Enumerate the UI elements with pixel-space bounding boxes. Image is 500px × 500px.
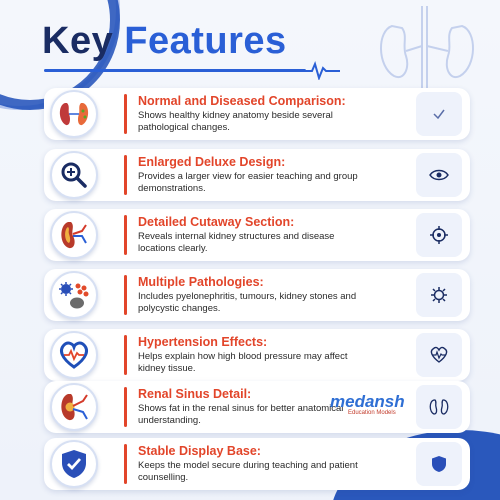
feature-description: Shows healthy kidney anatomy beside several pathological changes. <box>138 110 333 133</box>
pathology-cells-icon <box>50 271 98 319</box>
kidney-background-icon <box>372 6 482 101</box>
check-icon <box>416 92 462 136</box>
kidney-comparison-icon <box>50 90 98 138</box>
card-divider <box>124 215 127 255</box>
feature-title: Enlarged Deluxe Design: <box>138 155 286 169</box>
feature-description: Helps explain how high blood pressure may affect kidney tissue. <box>138 351 348 374</box>
feature-title: Hypertension Effects: <box>138 335 268 349</box>
shield-icon <box>416 442 462 486</box>
kidneys-icon <box>416 385 462 429</box>
card-divider <box>124 94 127 134</box>
feature-card <box>44 88 470 140</box>
page-title: Key Features <box>42 20 287 62</box>
heart-pulse-icon <box>50 331 98 379</box>
feature-card <box>44 209 470 261</box>
virus-icon <box>416 273 462 317</box>
brand-tagline: Education Models <box>348 410 396 416</box>
eye-icon <box>416 153 462 197</box>
card-divider <box>124 335 127 375</box>
feature-title: Detailed Cutaway Section: <box>138 215 295 229</box>
title-underline <box>44 69 306 72</box>
kidney-cutaway-icon <box>50 211 98 259</box>
renal-sinus-icon <box>50 383 98 431</box>
feature-description: Includes pyelonephritis, tumours, kidney stones and polycystic changes. <box>138 291 357 314</box>
feature-card <box>44 381 470 433</box>
brand-logo: medansh <box>330 392 405 411</box>
feature-card <box>44 269 470 321</box>
heart-pulse-icon <box>416 333 462 377</box>
shield-check-icon <box>50 440 98 488</box>
card-divider <box>124 444 127 484</box>
card-divider <box>124 275 127 315</box>
feature-title: Stable Display Base: <box>138 444 261 458</box>
feature-description: Provides a larger view for easier teaching and group demonstrations. <box>138 171 358 194</box>
feature-card <box>44 149 470 201</box>
feature-title: Renal Sinus Detail: <box>138 387 252 401</box>
magnifier-plus-icon <box>50 151 98 199</box>
ecg-line-icon <box>300 60 340 80</box>
card-divider <box>124 387 127 427</box>
feature-description: Shows fat in the renal sinus for better anatomical understanding. <box>138 403 344 426</box>
target-icon <box>416 213 462 257</box>
feature-description: Keeps the model secure during teaching and patient counselling. <box>138 460 358 483</box>
feature-title: Multiple Pathologies: <box>138 275 264 289</box>
feature-card <box>44 329 470 381</box>
feature-card <box>44 438 470 490</box>
feature-description: Reveals internal kidney structures and disease locations clearly. <box>138 231 335 254</box>
card-divider <box>124 155 127 195</box>
feature-title: Normal and Diseased Comparison: <box>138 94 346 108</box>
